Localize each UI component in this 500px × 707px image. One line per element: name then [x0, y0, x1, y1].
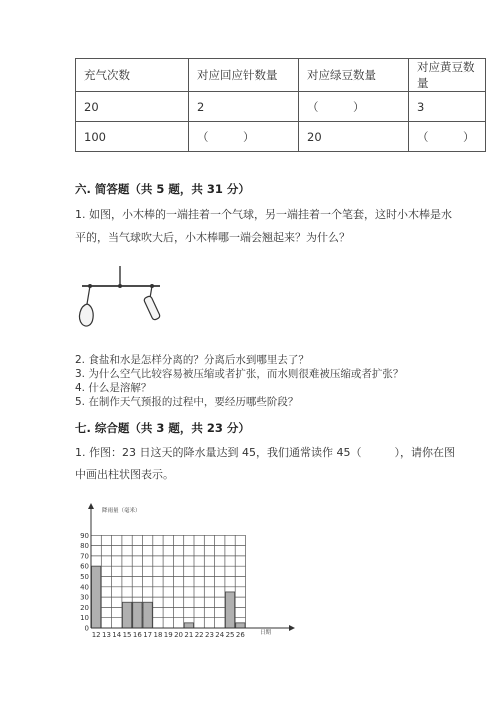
table-row [76, 122, 486, 152]
y-tick-label: 70 [80, 552, 89, 561]
table-header-row [76, 59, 486, 92]
section-title: 六. 简答题（共 5 题，共 31 分） [75, 182, 250, 196]
x-tick-label: 22 [194, 631, 204, 639]
x-tick-label: 19 [163, 631, 173, 639]
section-title: 七. 综合题（共 3 题，共 23 分） [75, 421, 250, 435]
chart-grid [91, 535, 246, 628]
table-cell: 20 [299, 122, 409, 152]
x-tick-label: 15 [122, 631, 132, 639]
x-tick-label: 13 [101, 631, 111, 639]
table-header-cell: 对应绿豆数量 [299, 59, 409, 92]
question-text: 5. 在制作天气预报的过程中，要经历哪些阶段？ [75, 396, 299, 408]
y-tick-label: 50 [80, 573, 89, 581]
y-tick-label: 20 [80, 603, 89, 612]
answer-table [75, 58, 486, 152]
question-text: 平的，当气球吹大后，小木棒哪一端会翘起来？为什么？ [75, 231, 350, 244]
x-tick-label: 24 [215, 631, 225, 639]
x-axis-label: 日期 [260, 630, 272, 636]
table-cell: 20 [76, 92, 189, 122]
question-text: 1. 如图，小木棒的一端挂着一个气球，另一端挂着一个笔套，这时小木棒是水 [75, 208, 452, 221]
y-tick-label: 60 [80, 562, 89, 571]
chart-bar [122, 602, 131, 628]
rainfall-bar-chart [80, 500, 300, 645]
chart-bar [143, 602, 152, 628]
x-tick-label: 23 [204, 631, 214, 639]
y-tick-label: 10 [80, 614, 89, 623]
pivot-point [118, 284, 122, 288]
x-tick-label: 14 [112, 631, 122, 639]
balloon-icon [80, 304, 94, 326]
chart-bar [225, 592, 234, 628]
x-tick-label: 18 [153, 631, 163, 639]
chart-bar [184, 623, 193, 628]
chart-bar [92, 566, 101, 628]
table-cell: （ ） [299, 92, 409, 122]
chart-bar [133, 602, 142, 628]
x-tick-label: 25 [225, 631, 235, 639]
y-axis-label: 降雨量（毫米） [102, 508, 141, 514]
y-tick-label: 40 [80, 583, 89, 592]
chart-axes [91, 506, 292, 628]
question-text: 3. 为什么空气比较容易被压缩或者扩张，而水则很难被压缩或者扩张？ [75, 368, 404, 380]
x-tick-label: 26 [235, 631, 245, 639]
x-tick-label: 20 [174, 631, 184, 639]
y-tick-label: 0 [84, 624, 89, 633]
question-text: 4. 什么是溶解？ [75, 382, 152, 394]
x-tick-label: 21 [184, 631, 194, 639]
y-tick-label: 30 [80, 593, 89, 602]
question-text: 2. 食盐和水是怎样分离的？分离后水到哪里去了？ [75, 354, 309, 366]
x-tick-label: 17 [143, 631, 153, 639]
table-cell: （ ） [409, 122, 486, 152]
x-tick-label: 16 [132, 631, 142, 639]
chart-labels [80, 506, 271, 639]
table-header-cell: 充气次数 [76, 59, 189, 92]
x-tick-label: 12 [91, 631, 101, 639]
chart-bar [236, 623, 245, 628]
table-cell: 3 [409, 92, 486, 122]
pen-cap-icon [143, 295, 160, 320]
balance-stick-figure [70, 262, 170, 332]
table-cell: 2 [189, 92, 299, 122]
y-tick-label: 90 [80, 531, 89, 540]
question-text: 1. 作图：23 日这天的降水量达到 45，我们通常读作 45（ ），请你在图 [75, 446, 455, 459]
table-header-cell: 对应回应针数量 [189, 59, 299, 92]
table-cell: （ ） [189, 122, 299, 152]
table-row [76, 92, 486, 122]
y-tick-label: 80 [80, 542, 89, 551]
table-header-cell: 对应黄豆数量 [409, 59, 486, 92]
table-cell: 100 [76, 122, 189, 152]
question-text: 中画出柱状图表示。 [75, 468, 174, 481]
